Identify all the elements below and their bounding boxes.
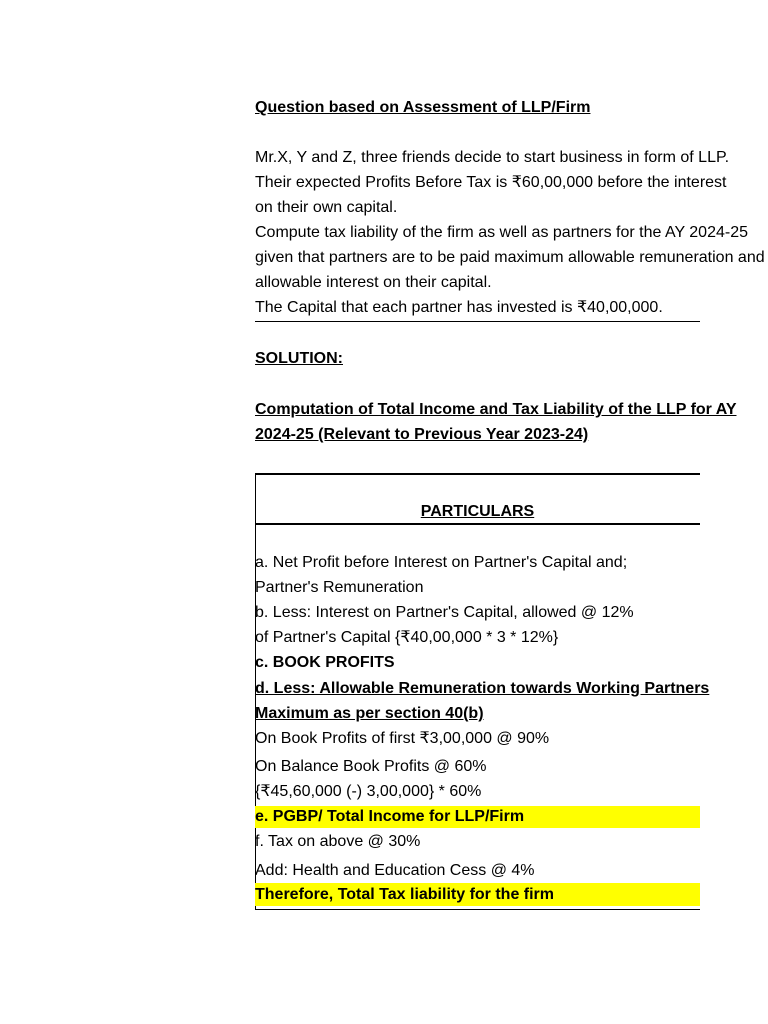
solution-label: SOLUTION: bbox=[255, 350, 343, 367]
question-line-1: Mr.X, Y and Z, three friends decide to start business in form of LLP. bbox=[255, 149, 730, 166]
question-underline bbox=[255, 321, 700, 322]
row-f-tax: f. Tax on above @ 30% bbox=[255, 833, 421, 850]
row-d-line-1: d. Less: Allowable Remuneration towards Working Partners bbox=[255, 680, 710, 697]
row-total-tax-liability: Therefore, Total Tax liability for the firm bbox=[255, 886, 555, 903]
question-line-2: Their expected Profits Before Tax is ₹60,00,000 before the interest bbox=[255, 174, 727, 191]
question-line-7: The Capital that each partner has invested is ₹40,00,000. bbox=[255, 299, 663, 316]
row-d-line-2: Maximum as per section 40(b) bbox=[255, 705, 484, 722]
row-b-line-1: b. Less: Interest on Partner's Capital, allowed @ 12% bbox=[255, 604, 634, 621]
question-line-3: on their own capital. bbox=[255, 199, 398, 216]
solution-heading-line-1: Computation of Total Income and Tax Liability of the LLP for AY bbox=[255, 401, 737, 418]
row-a-line-2: Partner's Remuneration bbox=[255, 579, 424, 596]
table-header-particulars: PARTICULARS bbox=[420, 503, 535, 520]
row-d-line-3: On Book Profits of first ₹3,00,000 @ 90% bbox=[255, 730, 550, 747]
row-e-total-income: e. PGBP/ Total Income for LLP/Firm bbox=[255, 808, 525, 825]
row-a-line-1: a. Net Profit before Interest on Partner's Capital and; bbox=[255, 554, 628, 571]
row-d-line-5: {₹45,60,000 (-) 3,00,000} * 60% bbox=[255, 783, 482, 800]
row-c-book-profits: c. BOOK PROFITS bbox=[255, 654, 395, 671]
question-line-5: given that partners are to be paid maximum allowable remuneration and bbox=[255, 249, 765, 266]
question-line-6: allowable interest on their capital. bbox=[255, 274, 492, 291]
row-d-line-4: On Balance Book Profits @ 60% bbox=[255, 758, 487, 775]
spreadsheet-area bbox=[255, 0, 765, 1024]
solution-heading-line-2: 2024-25 (Relevant to Previous Year 2023-24) bbox=[255, 426, 589, 443]
question-line-4: Compute tax liability of the firm as well as partners for the AY 2024-25 bbox=[255, 224, 748, 241]
question-title: Question based on Assessment of LLP/Firm bbox=[255, 99, 591, 116]
row-b-line-2: of Partner's Capital {₹40,00,000 * 3 * 12%} bbox=[255, 629, 559, 646]
row-cess: Add: Health and Education Cess @ 4% bbox=[255, 862, 535, 879]
table-header-rule bbox=[255, 523, 700, 525]
